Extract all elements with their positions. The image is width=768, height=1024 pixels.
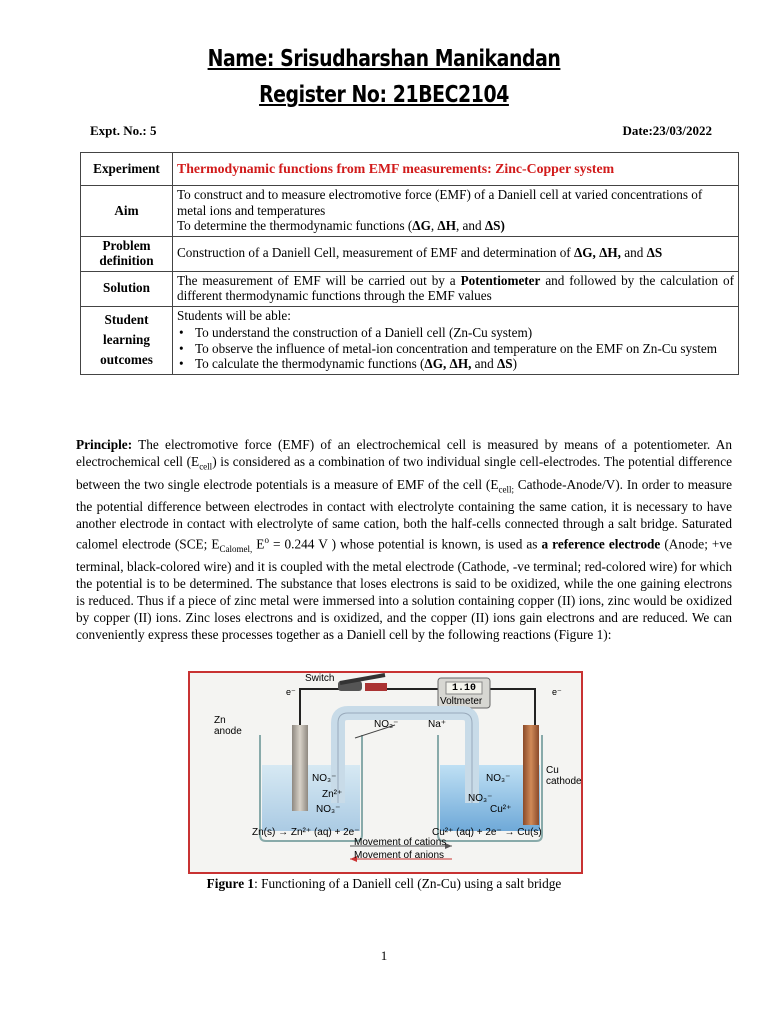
voltmeter-reading: 1.10 <box>452 683 477 694</box>
table-row <box>81 271 739 306</box>
outcomes-cell <box>173 306 739 374</box>
figure-caption <box>0 876 768 892</box>
cu-cathode-label <box>546 765 582 787</box>
figure-caption-text: : Functioning of a Daniell cell (Zn-Cu) using a salt bridge <box>254 876 562 891</box>
outcomes-intro: Students will be able: <box>177 307 291 323</box>
subscript: cell <box>199 461 213 472</box>
zn-anode-label <box>214 715 242 737</box>
table-row <box>81 306 739 374</box>
delta-s-symbol: ΔS <box>497 356 513 371</box>
outcomes-list <box>177 325 734 372</box>
separator: , <box>442 356 450 371</box>
page-number: 1 <box>380 948 388 963</box>
outcome-3-text: To calculate the thermodynamic functions ( <box>195 356 425 371</box>
reference-electrode-bold: a reference electrode <box>541 536 661 552</box>
delta-s-symbol: ΔS <box>646 245 663 261</box>
list-item: • To calculate the thermodynamic functions (ΔG, ΔH, and ΔS) <box>177 356 734 372</box>
principle-text: E <box>252 536 265 552</box>
delta-h-symbol: ΔH <box>599 245 618 261</box>
electron-left-label: e⁻ <box>286 687 296 697</box>
outcomes-label-line-2: learning <box>103 331 150 347</box>
problem-text: Construction of a Daniell Cell, measurement of EMF and determination of <box>177 245 574 261</box>
outcomes-label-line-3: outcomes <box>100 351 153 367</box>
cation-movement-label: Movement of cations <box>354 837 447 848</box>
experiment-info-table <box>80 152 739 375</box>
experiment-number: Expt. No.: 5 <box>90 123 157 138</box>
problem-label-line-2: definition <box>99 253 154 268</box>
aim-label: Aim <box>81 186 173 237</box>
solution-label: Solution <box>81 271 173 306</box>
principle-label: Principle: <box>76 437 133 452</box>
anion-movement-label: Movement of anions <box>354 850 445 861</box>
principle-text: ) is considered as a combination of two individual single cell-electrodes. The potential difference between the two single electrode potentials is a measure of EMF of the cell (E <box>76 454 732 492</box>
cu-label: Cu <box>546 765 559 776</box>
copper-reaction: Cu²⁺ (aq) + 2e⁻ → Cu(s) <box>432 827 542 838</box>
zinc-electrode <box>292 725 308 811</box>
figure-caption-label: Figure 1 <box>206 876 255 891</box>
solution-text: The measurement of EMF will be carried out by a <box>177 272 461 288</box>
problem-label-line-1: Problem <box>102 237 151 253</box>
nitrate-right-label: NO₃⁻ <box>486 773 511 784</box>
separator: , <box>430 218 438 233</box>
separator: and <box>471 356 498 371</box>
delta-g-symbol: ΔG <box>412 218 431 233</box>
table-row <box>81 153 739 186</box>
switch-label: Switch <box>305 673 335 684</box>
delta-s-symbol: ΔS <box>484 218 501 233</box>
nitrate-right-label-2: NO₃⁻ <box>468 793 493 804</box>
solution-cell <box>173 271 739 306</box>
table-row <box>81 236 739 271</box>
wire-right <box>488 689 535 725</box>
principle-text: (Anode; +ve terminal, black-colored wire) and it is coupled with the metal electrode (Cathode, -ve terminal; red-colored wire) for which the potential is to be determined. The substance that loses electrons is said to be oxidized, while the one gaining electrons is reduced. Thus if a piece of zinc metal were immersed into a solution containing copper (II) ions, zinc would be oxidized by copper (II) ions. Zinc loses electrons and is oxidized, and the copper (II) ions gain electrons and are reduced. We can conveniently express these processes together as a Daniell cell by the following reactions (Figure 1): <box>76 536 732 643</box>
zinc-ion-label: Zn²⁺ <box>322 789 343 800</box>
nitrate-left-label: NO₃⁻ <box>312 773 337 784</box>
delta-g-symbol: ΔG <box>424 356 443 371</box>
solution-text-suffix: and followed by the calculation of different thermodynamic functions through the EMF values <box>177 272 734 303</box>
list-item: • To understand the construction of a Daniell cell (Zn-Cu system) <box>177 325 734 341</box>
principle-text: The electromotive force (EMF) of an electrochemical cell is measured by means of a potentiometer. An electrochemical cell (E <box>76 437 732 469</box>
principle-paragraph <box>76 436 732 643</box>
principle-text: = 0.244 V ) whose potential is known, is used as <box>268 536 542 552</box>
student-name-heading: Name: Srisudharshan Manikandan <box>207 46 561 72</box>
delta-h-symbol: ΔH <box>449 356 469 371</box>
superscript: o <box>264 535 269 546</box>
aim-line-2-text: To determine the thermodynamic functions ( <box>177 218 413 233</box>
nitrate-bridge-label: NO₃⁻ <box>374 719 399 730</box>
potentiometer-bold: Potentiometer <box>460 272 541 288</box>
electron-right-label: e⁻ <box>552 687 562 697</box>
problem-label <box>81 236 173 271</box>
zinc-reaction: Zn(s) → Zn²⁺ (aq) + 2e⁻ <box>252 827 360 838</box>
copper-electrode <box>523 725 539 825</box>
aim-cell <box>173 186 739 237</box>
outcomes-label-line-1: Student <box>104 311 149 327</box>
experiment-title-text: Thermodynamic functions from EMF measurements: Zinc-Copper system <box>177 160 615 176</box>
separator: , and <box>455 218 485 233</box>
close-paren: ) <box>512 356 518 371</box>
delta-g-symbol: ΔG <box>574 245 593 261</box>
register-number-heading: Register No: 21BEC2104 <box>259 82 509 108</box>
problem-cell: Construction of a Daniell Cell, measurement of EMF and determination of ΔG, ΔH, and ΔS <box>173 236 739 271</box>
separator: and <box>620 245 647 261</box>
separator: , <box>592 245 600 261</box>
anode-label: anode <box>214 726 242 737</box>
copper-ion-label: Cu²⁺ <box>490 804 512 815</box>
cathode-label: cathode <box>546 776 582 787</box>
principle-text: Cathode-Anode/V). In order to measure the potential difference between electrodes in contact with electrolyte containing the same cation, it is necessary to have another electrode in contact with electrolyte of same cation, both the half-cells connected through a salt bridge. Saturated calomel electrode (SCE; E <box>76 476 732 552</box>
zn-label: Zn <box>214 715 226 726</box>
sodium-bridge-label: Na⁺ <box>428 719 447 730</box>
left-beaker <box>260 735 362 841</box>
close-paren: ) <box>500 218 505 233</box>
outcomes-label <box>81 306 173 374</box>
aim-line-1: To construct and to measure electromotive force (EMF) of a Daniell cell at varied concentrations of metal ions and temperatures <box>177 187 703 218</box>
table-row <box>81 186 739 237</box>
experiment-date: Date:23/03/2022 <box>622 123 712 138</box>
nitrate-left-label-2: NO₃⁻ <box>316 804 341 815</box>
experiment-label: Experiment <box>81 153 173 186</box>
subscript: Calomel, <box>219 544 253 555</box>
list-item: • To observe the influence of metal-ion concentration and temperature on the EMF on Zn-Cu system <box>177 341 734 357</box>
experiment-title <box>173 153 739 186</box>
switch-icon <box>338 675 387 691</box>
voltmeter-label: Voltmeter <box>440 696 483 707</box>
aim-line-2 <box>177 218 734 234</box>
delta-h-symbol: ΔH <box>437 218 456 233</box>
subscript: cell; <box>498 484 514 495</box>
daniell-cell-figure <box>188 671 583 874</box>
